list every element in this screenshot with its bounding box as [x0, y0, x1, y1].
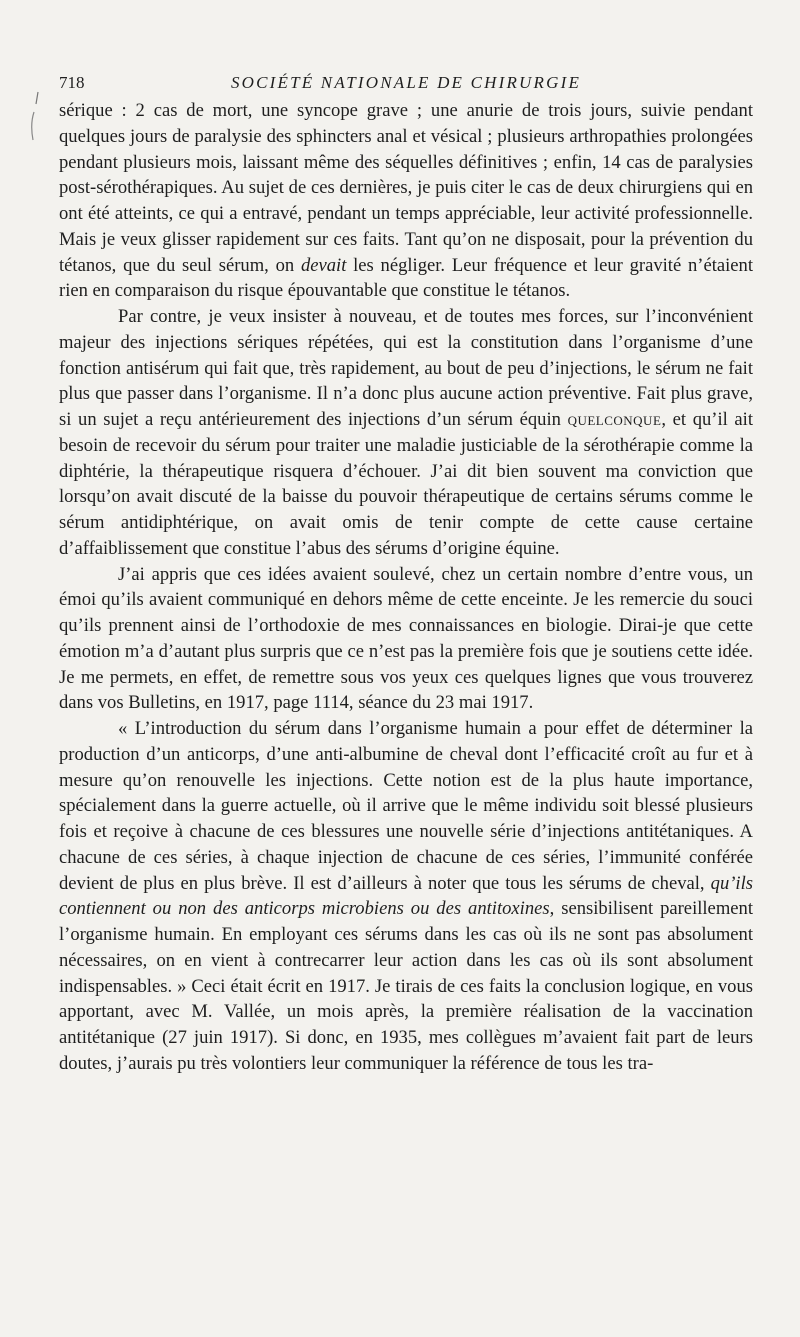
paragraph: [59, 562, 753, 717]
article-body: [59, 98, 753, 1077]
paragraph: [59, 98, 753, 304]
text-smallcaps: quelconque: [567, 409, 662, 430]
running-header: [59, 68, 753, 98]
text-run: , et qu’il ait besoin de recevoir du sérum pour traiter une maladie justiciable de la sérothérapie comme la diphtérie, la thérapeutique risquera d’échouer. J’ai dit bien souvent ma conviction que lorsqu’on avait discuté de la baisse du pouvoir thérapeutique de certains sérums comme le sérum antidiphtérique, on avait omis de tenir compte de cette cause certaine d’affaiblissement que constitue l’abus des sérums d’origine équine.: [59, 409, 754, 559]
text-run: sérique : 2 cas de mort, une syncope grave ; une anurie de trois jours, suivie pendant quelques jours de paralysie des sphincters anal et vésical ; plusieurs arthropathies prolongées pendant plusieurs mois, laissant même des séquelles définitives ; enfin, 14 cas de paralysies post-sérothérapiques. Au sujet de ces dernières, je puis citer le cas de deux chirurgiens qui en ont été atteints, ce qui a entravé, pendant un temps appréciable, leur activité professionnelle. Mais je veux glisser rapidement sur ces faits. Tant qu’on ne disposait, pour la prévention du tétanos, que du seul sérum, on: [59, 100, 753, 276]
margin-pencil-mark: [24, 90, 44, 150]
page: [59, 68, 753, 1077]
paragraph: [59, 716, 753, 1077]
text-run: « L’introduction du sérum dans l’organisme humain a pour effet de déterminer la production d’un anticorps, d’une anti-albumine de cheval dont l’efficacité croît au fur et à mesure qu’on renouvelle les injections. Cette notion est de la plus haute importance, spécialement dans la guerre actuelle, où il arrive que le même individu soit blessé plusieurs fois et reçoive à chacune de ces blessures une nouvelle série d’injections antitétaniques. A chacune de ces séries, à chaque injection de chacune de ces séries, l’immunité conférée devient de plus en plus brève. Il est d’ailleurs à noter que tous les sérums de cheval,: [59, 718, 753, 894]
text-run: , sensibilisent pareillement l’organisme humain. En employant ces sérums dans les cas où ils ne sont pas absolument nécessaires, on en vient à contrecarrer leur action dans les cas où ils sont absolument indispensables. » Ceci était écrit en 1917. Je tirais de ces faits la conclusion logique, en vous apportant, avec M. Vallée, un mois après, la première réalisation de la vaccination antitétanique (27 juin 1917). Si donc, en 1935, mes collègues m’avaient fait part de leurs doutes, j’aurais pu très volontiers leur communiquer la référence de tous les tra-: [59, 898, 753, 1074]
text-italic: devait: [300, 254, 347, 276]
paragraph: [59, 304, 753, 562]
running-title: SOCIÉTÉ NATIONALE DE CHIRURGIE: [230, 73, 582, 92]
text-run: J’ai appris que ces idées avaient soulevé, chez un certain nombre d’entre vous, un émoi qu’ils avaient communiqué en dehors même de cette enceinte. Je les remercie du souci qu’ils prennent ainsi de l’orthodoxie de mes connaissances en biologie. Dirai-je que cette émotion m’a d’autant plus surpris que ce n’est pas la première fois que je soutiens cette idée. Je me permets, en effet, de remettre sous vos yeux ces quelques lignes que vous trouverez dans vos Bulletins, en 1917, page 1114, séance du 23 mai 1917.: [59, 563, 753, 714]
text-italic: qu’ils contiennent ou non des anticorps microbiens ou des antitoxines: [59, 872, 753, 920]
text-run: Par contre, je veux insister à nouveau, et de toutes mes forces, sur l’inconvénient majeur des injections sériques répétées, qui est la constitution dans l’organisme d’une fonction antisérum qui fait que, très rapidement, au bout de peu d’injections, le sérum ne fait plus que passer dans l’organisme. Il n’a donc plus aucune action préventive. Fait plus grave, si un sujet a reçu antérieurement des injections d’un sérum équin: [59, 306, 753, 430]
page-number: 718: [59, 73, 85, 92]
text-run: les négliger. Leur fréquence et leur gravité n’étaient rien en comparaison du risque épouvantable que constitue le tétanos.: [59, 254, 754, 302]
